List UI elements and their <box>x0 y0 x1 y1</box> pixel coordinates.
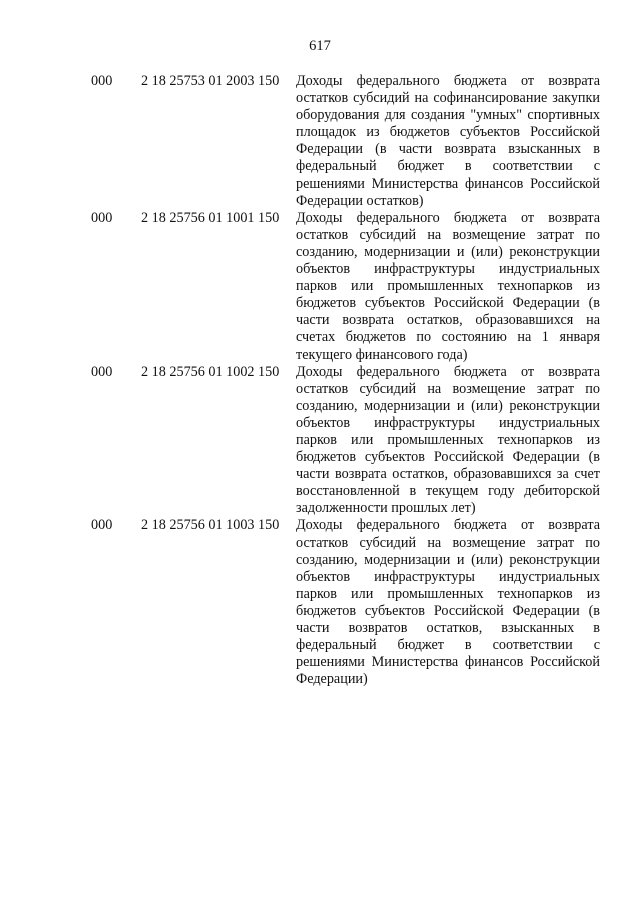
income-description: Доходы федерального бюджета от возврата остатков субсидий на возмещение затрат по созданию, модернизации и (или) реконструкции объектов инфраструктуры индустриальных парков или промышленных технопарков из бюджетов субъектов Российской Федерации (в части возврата остатков, образовавшихся на счетах бюджетов по состоянию на 1 января текущего финансового года) <box>296 209 600 363</box>
admin-code: 000 <box>91 73 113 89</box>
budget-classification-code: 2 18 25753 01 2003 150 <box>141 73 280 89</box>
admin-code: 000 <box>91 209 113 226</box>
income-description: Доходы федерального бюджета от возврата остатков субсидий на возмещение затрат по созданию, модернизации и (или) реконструкции объектов инфраструктуры индустриальных парков или промышленных технопарков из бюджетов субъектов Российской Федерации (в части возврата остатков, образовавшихся за счет восстановленной в текущем году дебиторской задолженности прошлых лет) <box>296 363 600 517</box>
admin-code: 000 <box>91 517 113 534</box>
income-description: Доходы федерального бюджета от возврата остатков субсидий на возмещение затрат по созданию, модернизации и (или) реконструкции объектов инфраструктуры индустриальных парков или промышленных технопарков из бюджетов субъектов Российской Федерации (в части возвратов остатков, взысканных в федеральный бюджет в соответствии с решениями Министерства финансов Российской Федерации) <box>296 517 600 688</box>
table-row <box>91 73 603 210</box>
table-row <box>91 517 603 688</box>
budget-classification-code: 2 18 25756 01 1003 150 <box>141 517 280 534</box>
budget-classification-code: 2 18 25756 01 1001 150 <box>141 209 280 226</box>
admin-code: 000 <box>91 363 113 380</box>
page-number: 617 <box>309 38 331 54</box>
income-description: Доходы федерального бюджета от возврата остатков субсидий на софинансирование закупки оборудования для создания "умных" спортивных площадок из бюджетов субъектов Российской Федерации (в части возврата взысканных в федеральный бюджет в соответствии с решениями Министерства финансов Российской Федерации остатков) <box>296 73 600 209</box>
table-row <box>91 210 603 364</box>
budget-code-table <box>91 73 603 688</box>
table-row <box>91 364 603 518</box>
budget-classification-code: 2 18 25756 01 1002 150 <box>141 363 280 380</box>
